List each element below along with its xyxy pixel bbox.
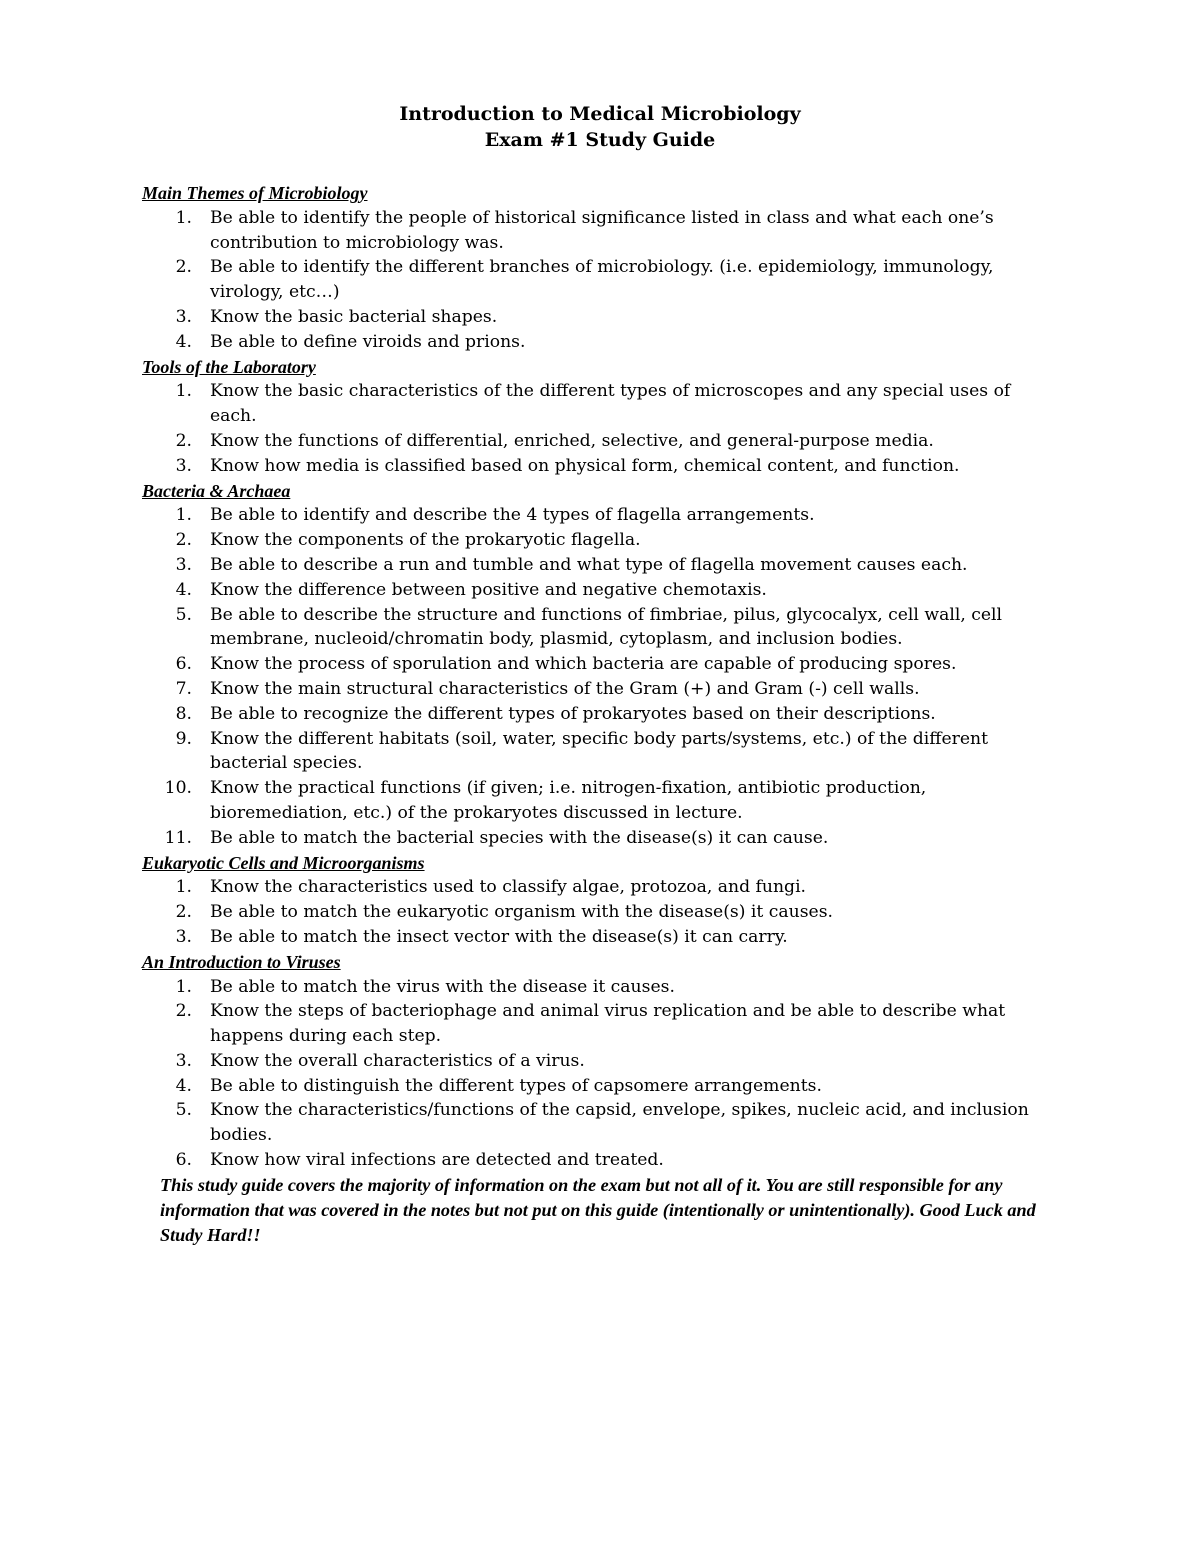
list-item — [142, 206, 1062, 256]
document-title: Introduction to Medical Microbiology — [399, 103, 801, 125]
item-number: 4. — [175, 331, 192, 352]
item-number: 6. — [175, 654, 192, 675]
list-item — [142, 826, 1062, 851]
list-item — [142, 553, 1062, 578]
item-text: Know the difference between positive and negative chemotaxis. — [210, 579, 767, 600]
item-number: 1. — [175, 207, 192, 228]
list-item — [142, 875, 1062, 900]
list-item — [142, 429, 1062, 454]
list-item — [142, 975, 1062, 1000]
item-number: 2. — [175, 1001, 192, 1022]
list-item — [142, 1074, 1062, 1099]
list-item — [142, 454, 1062, 479]
item-text: Know how media is classified based on physical form, chemical content, and function. — [210, 455, 960, 476]
list-item — [142, 677, 1062, 702]
item-number: 8. — [175, 703, 192, 724]
section-heading: An Introduction to Viruses — [142, 951, 341, 972]
item-list — [142, 875, 1062, 949]
item-text: Know the main structural characteristics of the Gram (+) and Gram (-) cell walls. — [210, 678, 920, 699]
item-number: 9. — [175, 728, 192, 749]
item-number: 11. — [164, 827, 192, 848]
item-number: 1. — [175, 381, 192, 402]
list-item — [142, 528, 1062, 553]
item-text: Know the characteristics used to classify algae, protozoa, and fungi. — [210, 877, 807, 898]
section-heading: Tools of the Laboratory — [142, 356, 316, 377]
item-number: 5. — [175, 1100, 192, 1121]
item-number: 10. — [164, 778, 192, 799]
item-number: 2. — [175, 902, 192, 923]
item-text: Know the different habitats (soil, water, specific body parts/systems, etc.) of the different bacterial species. — [210, 728, 989, 774]
section-heading: Bacteria & Archaea — [142, 480, 291, 501]
section-heading: Eukaryotic Cells and Microorganisms — [142, 852, 425, 873]
item-text: Know the basic bacterial shapes. — [210, 306, 498, 327]
item-text: Be able to match the virus with the disease it causes. — [210, 976, 675, 997]
list-item — [142, 1049, 1062, 1074]
study-guide-content — [142, 181, 1062, 1173]
list-item — [142, 379, 1062, 429]
item-text: Know the basic characteristics of the different types of microscopes and any special uses of each. — [210, 381, 1011, 427]
item-number: 3. — [175, 455, 192, 476]
item-text: Know the overall characteristics of a virus. — [210, 1050, 585, 1071]
item-number: 1. — [175, 877, 192, 898]
item-text: Be able to define viroids and prions. — [210, 331, 526, 352]
item-text: Be able to identify and describe the 4 types of flagella arrangements. — [210, 505, 815, 526]
item-list — [142, 206, 1062, 355]
item-text: Know the characteristics/functions of the capsid, envelope, spikes, nucleic acid, and inclusion bodies. — [210, 1100, 1029, 1146]
list-item — [142, 330, 1062, 355]
item-number: 1. — [175, 505, 192, 526]
section-eukaryotic-cells — [142, 851, 1062, 950]
item-number: 5. — [175, 604, 192, 625]
section-main-themes — [142, 181, 1062, 355]
item-number: 2. — [175, 430, 192, 451]
list-item — [142, 578, 1062, 603]
item-number: 2. — [175, 257, 192, 278]
item-text: Be able to describe the structure and functions of fimbriae, pilus, glycocalyx, cell wall, cell membrane, nucleoid/chromatin body, plasmid, cytoplasm, and inclusion bodies. — [210, 604, 1003, 650]
list-item — [142, 900, 1062, 925]
item-number: 7. — [175, 678, 192, 699]
list-item — [142, 1148, 1062, 1173]
item-number: 3. — [175, 1050, 192, 1071]
item-text: Know the functions of differential, enriched, selective, and general-purpose media. — [210, 430, 934, 451]
list-item — [142, 603, 1062, 653]
item-text: Know the process of sporulation and which bacteria are capable of producing spores. — [210, 654, 957, 675]
list-item — [142, 503, 1062, 528]
item-text: Be able to distinguish the different types of capsomere arrangements. — [210, 1075, 822, 1096]
item-text: Be able to identify the people of historical significance listed in class and what each one’s contribution to microbiology was. — [210, 207, 994, 253]
list-item — [142, 255, 1062, 305]
list-item — [142, 305, 1062, 330]
item-number: 3. — [175, 554, 192, 575]
item-text: Be able to match the eukaryotic organism with the disease(s) it causes. — [210, 902, 833, 923]
list-item — [142, 702, 1062, 727]
item-text: Be able to recognize the different types of prokaryotes based on their descriptions. — [210, 703, 936, 724]
item-number: 6. — [175, 1150, 192, 1171]
closing-note: This study guide covers the majority of information on the exam but not all of it. You are still responsible for any information that was covered in the notes but not put on this guide (intentionally or unintentionally). Good Luck and Study Hard!! — [160, 1175, 1036, 1245]
list-item — [142, 999, 1062, 1049]
list-item — [142, 652, 1062, 677]
item-list — [142, 975, 1062, 1173]
section-heading: Main Themes of Microbiology — [142, 183, 368, 203]
item-text: Be able to identify the different branches of microbiology. (i.e. epidemiology, immunology, virology, etc…) — [210, 257, 994, 303]
item-number: 2. — [175, 530, 192, 551]
item-number: 3. — [175, 926, 192, 947]
list-item — [142, 776, 1062, 826]
item-number: 3. — [175, 306, 192, 327]
item-text: Be able to match the bacterial species with the disease(s) it can cause. — [210, 827, 829, 848]
item-text: Know the steps of bacteriophage and animal virus replication and be able to describe what happens during each step. — [210, 1001, 1006, 1047]
list-item — [142, 1098, 1062, 1148]
section-viruses — [142, 950, 1062, 1173]
list-item — [142, 727, 1062, 777]
item-text: Be able to match the insect vector with the disease(s) it can carry. — [210, 926, 788, 947]
item-text: Know the components of the prokaryotic flagella. — [210, 530, 641, 551]
list-item — [142, 925, 1062, 950]
item-text: Be able to describe a run and tumble and what type of flagella movement causes each. — [210, 554, 968, 575]
item-number: 4. — [175, 579, 192, 600]
item-number: 4. — [175, 1075, 192, 1096]
item-list — [142, 379, 1062, 478]
item-number: 1. — [175, 976, 192, 997]
item-list — [142, 503, 1062, 850]
section-tools-of-laboratory — [142, 355, 1062, 479]
item-text: Know the practical functions (if given; i.e. nitrogen-fixation, antibiotic production, bioremediation, etc.) of the prokaryotes discussed in lecture. — [210, 778, 927, 823]
item-text: Know how viral infections are detected and treated. — [210, 1150, 664, 1171]
section-bacteria-archaea — [142, 479, 1062, 851]
document-subtitle: Exam #1 Study Guide — [484, 129, 716, 151]
